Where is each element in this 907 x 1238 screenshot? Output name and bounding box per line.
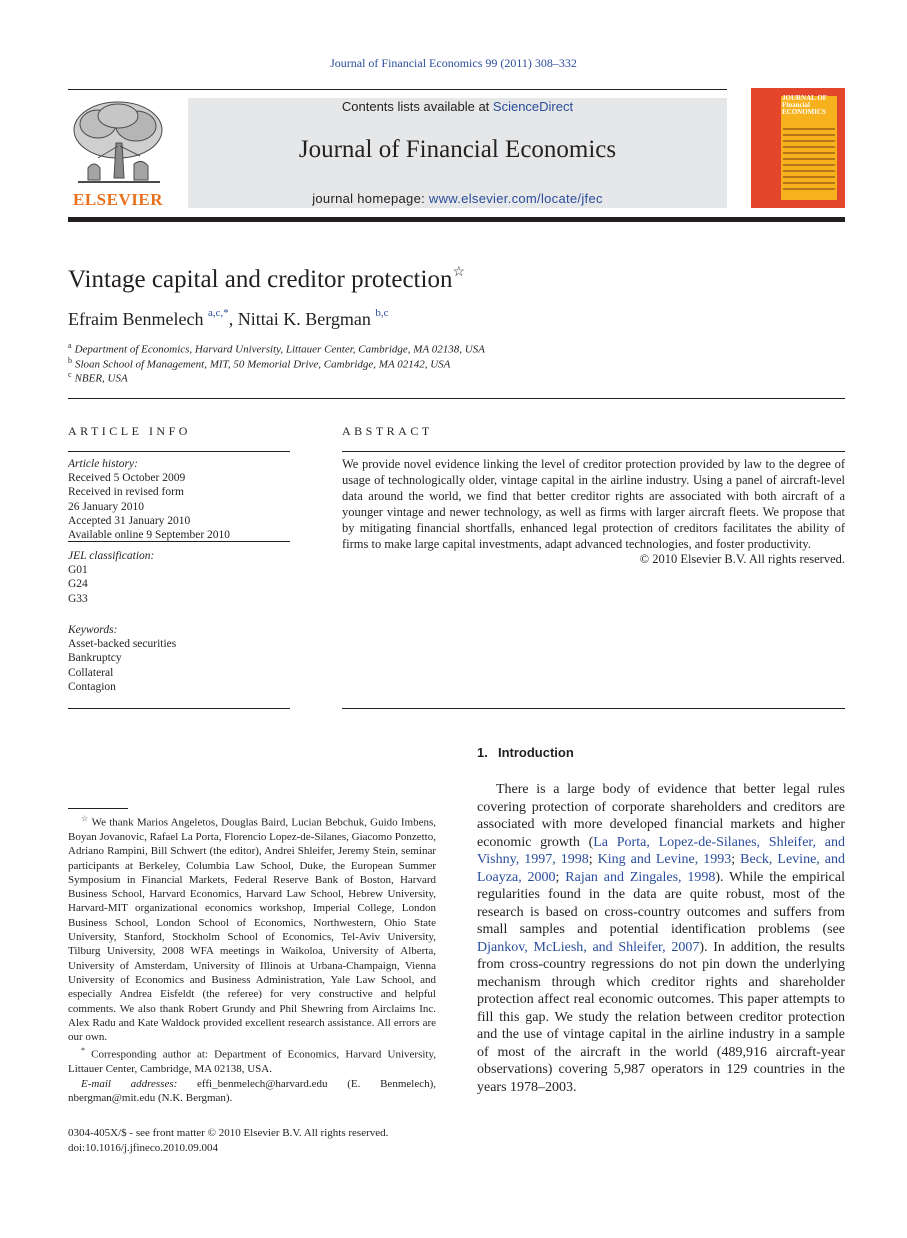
cover-title: JOURNAL OF Financial ECONOMICS — [782, 94, 827, 116]
introduction-paragraph — [477, 781, 845, 1096]
affiliation — [68, 370, 128, 385]
contents-prefix: Contents lists available at — [341, 99, 493, 114]
abstract-copyright: © 2010 Elsevier B.V. All rights reserved. — [639, 552, 845, 567]
intro-text-3: ). In addition, the results from cross-country regressions do not pin down the underlying mechanism through which creditor rights and shareholder protection affect real economic outcomes. This paper attempts to fill this gap. We study the relation between creditor protection and the use of vintage capital in the airline industry in a sample of most of the aircraft in the world (489,916 aircraft-year observations) covering 5,987 operators in 129 countries in the years 1978–2003. — [477, 939, 845, 1095]
introduction-heading: 1. Introduction — [477, 745, 574, 760]
keywords-label: Keywords: — [68, 624, 118, 636]
author-affiliation-mark[interactable]: a,c,* — [207, 307, 229, 319]
publisher-name: ELSEVIER — [73, 190, 163, 209]
section-rule — [68, 398, 845, 399]
header-thick-rule — [68, 217, 845, 222]
history-line: Received 5 October 2009 — [68, 472, 186, 485]
affiliation — [68, 341, 485, 356]
corresponding-text: Corresponding author at: Department of Economics, Harvard University, Littauer Center, Cambridge, MA 02138, USA. — [68, 1049, 437, 1076]
jel-code: G01 — [68, 564, 88, 577]
footnote-mark: ☆ — [81, 814, 89, 823]
author-separator: , — [228, 309, 238, 329]
article-history — [68, 457, 230, 542]
history-line: Accepted 31 January 2010 — [68, 514, 191, 527]
acknowledgement-text: We thank Marios Angeletos, Douglas Baird, Lucian Bebchuk, Guido Imbens, Boyan Jovanovic, Rafael La Porta, Florencio Lopez-de-Silanes, Giacomo Ponzetto, Adriano Rampini, Bill Schwert (the editor), Andrei Shleifer, Jeremy Stein, seminar participants at Berkeley, Columbia Law School, Duke, the European Summer Symposium in Financial Markets, Federal Reserve Bank of Boston, Harvard Business School, Harvard Economics, Harvard Law School, Hebrew University, Harvard-MIT organizational economics workshop, Imperial College, London Business School, London School of Economics, Northwestern, Ohio State University, Stanford, Stockholm School of Economics, Tel-Aviv University, Tilburg University, 2008 WFA meetings in Waikoloa, University of Alberta, University of Amsterdam, University of Illinois at Urbana-Champaign, Vienna University of Economics and Business Administration, Yale Law School, and especially Andrea Eisfeldt (the referee) for very constructive and helpful comments. We also thank Robert Grundy and Phil Shewring from Airclaims Inc. Alex Radu and Kate Waldock provided excellent research assistance. All errors are our own. — [68, 816, 436, 1044]
footnote-mark: * — [81, 1046, 85, 1056]
jel-label: JEL classification: — [68, 550, 155, 562]
abstract-heading: ABSTRACT — [342, 424, 433, 438]
issn-line: 0304-405X/$ - see front matter © 2010 Elsevier B.V. All rights reserved. — [68, 1127, 389, 1139]
history-line: Available online 9 September 2010 — [68, 529, 231, 542]
header-rule — [68, 89, 727, 90]
affiliation-mark: b — [68, 356, 72, 365]
footnote-rule — [68, 808, 128, 809]
abstract-body — [342, 457, 845, 568]
homepage-prefix: journal homepage: — [312, 191, 429, 206]
keywords — [68, 623, 176, 694]
citation-link[interactable]: Beck, Levine, and Loayza, 2000 — [477, 852, 846, 885]
intro-text-1: There is a large body of evidence that better legal rules covering protection of corporate shareholders and creditors are associated with more developed financial markets and higher economic growth ( — [477, 782, 845, 850]
article-title — [68, 266, 465, 294]
jel-code: G33 — [68, 592, 88, 605]
cover-contents — [783, 128, 835, 194]
affiliation-text: Sloan School of Management, MIT, 50 Memorial Drive, Cambridge, MA 02142, USA — [75, 358, 451, 371]
citation-link[interactable]: Rajan and Zingales, 1998 — [565, 869, 716, 885]
email-addresses[interactable]: effi_benmelech@harvard.edu (E. Benmelech), nbergman@mit.edu (N.K. Bergman). — [68, 1077, 436, 1104]
keyword: Asset-backed securities — [68, 638, 177, 651]
journal-name: Journal of Financial Economics — [298, 136, 617, 163]
affiliation-text: Department of Economics, Harvard University, Littauer Center, Cambridge, MA 02138, USA — [74, 343, 485, 356]
citation-separator: ; — [588, 852, 598, 867]
email-label: E-mail addresses: — [81, 1077, 178, 1090]
footnotes — [68, 812, 436, 1105]
keyword: Collateral — [68, 666, 114, 679]
jel-classification — [68, 549, 154, 606]
affiliation-mark: c — [68, 370, 72, 379]
citation-link[interactable]: King and Levine, 1993 — [597, 852, 732, 867]
doi-line[interactable]: doi:10.1016/j.jfineco.2010.09.004 — [68, 1142, 219, 1154]
citation-separator: ; — [555, 869, 566, 885]
journal-cover — [751, 88, 845, 208]
history-line: 26 January 2010 — [68, 500, 145, 513]
info-bottom-rule — [68, 708, 290, 709]
title-footnote-mark[interactable]: ☆ — [452, 265, 466, 280]
author-list — [68, 309, 389, 330]
history-label: Article history: — [68, 458, 138, 470]
abstract-bottom-rule — [342, 708, 845, 709]
author-affiliation-mark[interactable]: b,c — [375, 307, 389, 319]
author-name: Nittai K. Bergman — [237, 309, 371, 329]
affiliation — [68, 356, 450, 371]
info-rule — [68, 541, 290, 542]
acknowledgement-footnote — [68, 812, 436, 1044]
history-line: Received in revised form — [68, 486, 184, 499]
affiliation-text: NBER, USA — [74, 372, 128, 385]
citation-link[interactable]: Djankov, McLiesh, and Shleifer, 2007 — [477, 939, 700, 955]
corresponding-footnote — [68, 1044, 436, 1076]
info-rule — [68, 451, 290, 452]
citation-link[interactable]: La Porta, Lopez-de-Silanes, Shleifer, and Vishny, 1997, 1998 — [477, 834, 845, 867]
affiliation-mark: a — [68, 341, 72, 350]
homepage-line — [188, 191, 727, 206]
email-footnote — [68, 1077, 436, 1106]
abstract-rule — [342, 451, 845, 452]
contents-line — [188, 99, 727, 114]
jel-code: G24 — [68, 578, 88, 591]
journal-reference[interactable]: Journal of Financial Economics 99 (2011) 308–332 — [330, 56, 577, 70]
title-text: Vintage capital and creditor protection — [68, 266, 453, 293]
homepage-link[interactable]: www.elsevier.com/locate/jfec — [428, 191, 603, 206]
article-info-heading: ARTICLE INFO — [68, 424, 191, 438]
abstract-text: We provide novel evidence linking the level of creditor protection provided by law to the degree of usage of technologically older, vintage capital in the airline industry. Using a panel of aircraft-level data around the world, we find that better creditor rights are associated with both aircraft of a younger vintage and newer technology, as well as firms with larger aircraft fleets. We propose that by mitigating financial shortfalls, enhanced legal protection of creditors facilitates the ability of firms to make large capital investments, adapt advanced technologies, and foster productivity. — [342, 457, 845, 551]
sciencedirect-link[interactable]: ScienceDirect — [492, 99, 574, 114]
intro-text-2: ). While the empirical regularities found in the data are quite robust, most of the research is based on cross-country outcomes and suffers from small samples and potential identification problems (see — [477, 869, 845, 937]
keyword: Bankruptcy — [68, 652, 122, 665]
author-name: Efraim Benmelech — [68, 309, 204, 329]
keyword: Contagion — [68, 680, 116, 693]
issn-block — [68, 1126, 448, 1156]
citation-separator: ; — [731, 852, 741, 867]
